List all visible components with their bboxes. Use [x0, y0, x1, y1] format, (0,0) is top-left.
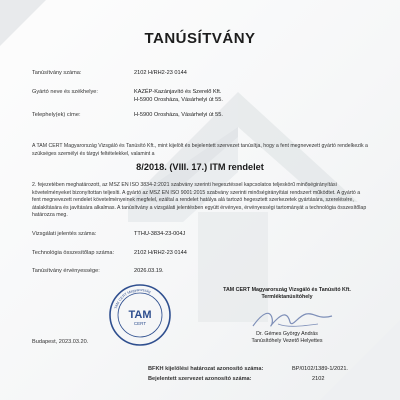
intro-paragraph	[32, 143, 368, 158]
site-value: H-5900 Orosháza, Vásárhelyi út 55.	[134, 112, 223, 118]
report-label: Vizsgálati jelentés száma:	[32, 231, 97, 237]
cert-number-value: 2102 H/RH2-23 0144	[134, 70, 187, 76]
bfkh-label: BFKH kijelölési határozat azonosító száma:	[148, 366, 264, 372]
manufacturer-name: KAZÉP-Kazánjavító és Szerelő Kft.	[134, 89, 222, 95]
validity-label: Tanúsítvány érvényessége:	[32, 268, 100, 274]
signer-name: Dr. Gémes György András	[256, 331, 318, 337]
manufacturer-address: H-5900 Orosháza, Vásárhelyi út 55.	[134, 97, 223, 103]
place-date: Budapest, 2023.03.20.	[32, 339, 89, 345]
notified-value: 2102	[312, 376, 325, 382]
manufacturer-label: Gyártó neve és székhelye:	[32, 89, 98, 95]
signer-title: Tanúsítóhely Vezető Helyettes	[251, 338, 323, 344]
notified-label: Bejelentett szervezet azonosító száma:	[148, 376, 252, 382]
issuer-org: TAM CERT Magyarország Vizsgáló és Tanúsító Kft.	[223, 287, 351, 293]
regulation-title: 8/2018. (VIII. 17.) ITM rendelet	[136, 162, 264, 172]
intro-text: A TAM CERT Magyarország Vizsgáló és Tanúsító Kft., mint kijelölt és bejelentett szervezet tanúsítja, hogy a fent megnevezett gyártó rendelkezik a szükséges személyi és tárgyi feltételekkel, valamint a	[32, 143, 368, 157]
tech-sheet-label: Technológia összesítőlap száma:	[32, 250, 115, 256]
tam-cert-seal-icon	[108, 283, 172, 347]
seal-ring-text: TAM CERT Magyarország	[113, 287, 152, 310]
seal-logo: TAM	[128, 309, 152, 321]
signature-icon	[248, 304, 338, 334]
bfkh-value: BP/0102/1389-1/2021.	[292, 366, 348, 372]
issuer-head: Termléktanúsítóhely	[261, 294, 313, 300]
validity-value: 2026.03.19.	[134, 268, 164, 274]
cert-number-label: Tanúsítvány száma:	[32, 70, 82, 76]
report-value: TTHU-3834-23-004J	[134, 231, 186, 237]
seal-sub: CERT	[133, 321, 147, 326]
tech-sheet-value: 2102 H/RH2-23 0144	[134, 250, 187, 256]
page-title: TANÚSÍTVÁNY	[144, 30, 256, 47]
body-paragraph: 2. fejezetében meghatározott, az MSZ EN ISO 3834-2:2021 szabvány szerinti hegesztéssel kapcsolatos teljeskörű minőségirányítási követelményeket bizonyítottan teljesíti. A gyártó az MSZ EN ISO 9001:2015 szabvány szerinti minőségirányítási rendszert működtet. A gyártó a fent megnevezett rendelet követelményeinek megfelel, ezáltal a rendelet hatálya alá tartozó hegesztett szerkezetek gyártására, szerelésére, átalakítására és javítására alkalmas. A tanúsítvány a vizsgálati jelentésben együtt érvényes, érvényességi tartományát a technológia összesítőlap határozza meg.	[32, 182, 367, 219]
site-label: Telephely(ek) címe:	[32, 112, 81, 118]
